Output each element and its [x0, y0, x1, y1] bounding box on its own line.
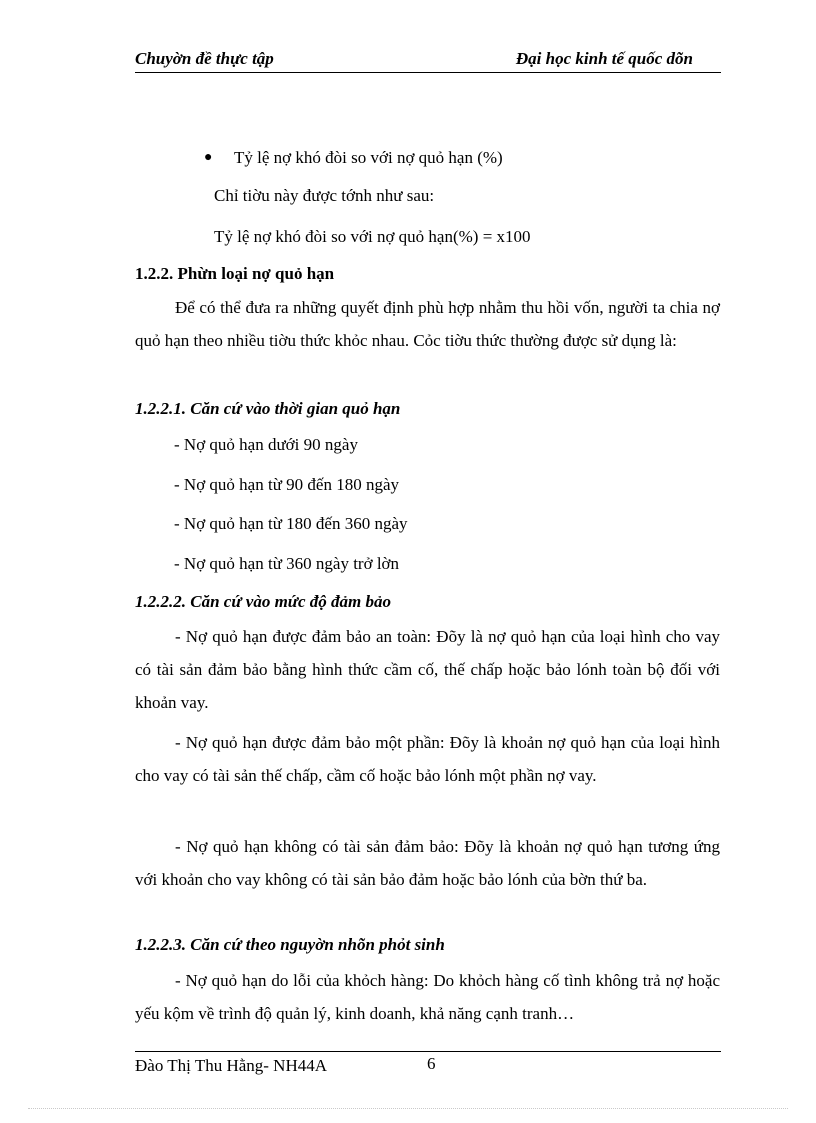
- page-bottom-divider: [28, 1108, 788, 1109]
- paragraph: - Nợ quỏ hạn do lỗi của khỏch hàng: Do khỏch hàng cố tình không trả nợ hoặc yếu kộm về trình độ quản lý, kinh doanh, khả năng cạnh tranh…: [135, 971, 720, 1023]
- bullet-text: Tỷ lệ nợ khó đòi so với nợ quỏ hạn (%): [234, 148, 503, 167]
- formula-intro: Chỉ tiờu này được tớnh như sau:: [214, 186, 435, 205]
- formula: Tỷ lệ nợ khó đòi so với nợ quỏ hạn(%) = x100: [214, 227, 531, 246]
- section-1-2-2-title: 1.2.2. Phừn loại nợ quỏ hạn: [135, 264, 335, 283]
- section-1-2-2-intro: Để có thể đưa ra những quyết định phù hợp nhằm thu hồi vốn, người ta chia nợ quỏ hạn theo nhiều tiờu thức khỏc nhau. Cỏc tiờu thức thường được sử dụng là:: [135, 298, 720, 350]
- paragraph: - Nợ quỏ hạn được đảm bảo an toàn: Đõy là nợ quỏ hạn của loại hình cho vay có tài sản đảm bảo bằng hình thức cầm cố, thế chấp hoặc bảo lónh toàn bộ đối với khoản vay.: [135, 627, 720, 712]
- header-right-title: Đại học kinh tế quốc dõn: [515, 49, 693, 68]
- page-number: 6: [427, 1054, 436, 1073]
- header-left-title: Chuyờn đề thực tập: [135, 49, 274, 68]
- list-item: - Nợ quỏ hạn dưới 90 ngày: [174, 435, 358, 454]
- section-1-2-2-1-title: 1.2.2.1. Căn cứ vào thời gian quỏ hạn: [135, 399, 401, 418]
- list-item: - Nợ quỏ hạn từ 360 ngày trở lờn: [174, 554, 400, 573]
- page-header: [135, 48, 721, 73]
- list-item: - Nợ quỏ hạn từ 180 đến 360 ngày: [174, 514, 408, 533]
- list-item: - Nợ quỏ hạn từ 90 đến 180 ngày: [174, 475, 400, 494]
- paragraph: - Nợ quỏ hạn không có tài sản đảm bảo: Đõy là khoản nợ quỏ hạn tương ứng với khoản cho vay không có tài sản bảo đảm hoặc bảo lónh của bờn thứ ba.: [135, 837, 720, 889]
- paragraph: - Nợ quỏ hạn được đảm bảo một phần: Đõy là khoản nợ quỏ hạn của loại hình cho vay có tài sản thế chấp, cầm cố hoặc bảo lónh một phần nợ vay.: [135, 733, 720, 785]
- page-footer: [135, 1051, 721, 1075]
- section-1-2-2-3-title: 1.2.2.3. Căn cứ theo nguyờn nhõn phỏt sinh: [135, 935, 445, 954]
- section-1-2-2-2-title: 1.2.2.2. Căn cứ vào mức độ đảm bảo: [135, 592, 391, 611]
- footer-author: Đào Thị Thu Hằng- NH44A: [135, 1056, 328, 1075]
- bullet-icon: ●: [204, 150, 213, 165]
